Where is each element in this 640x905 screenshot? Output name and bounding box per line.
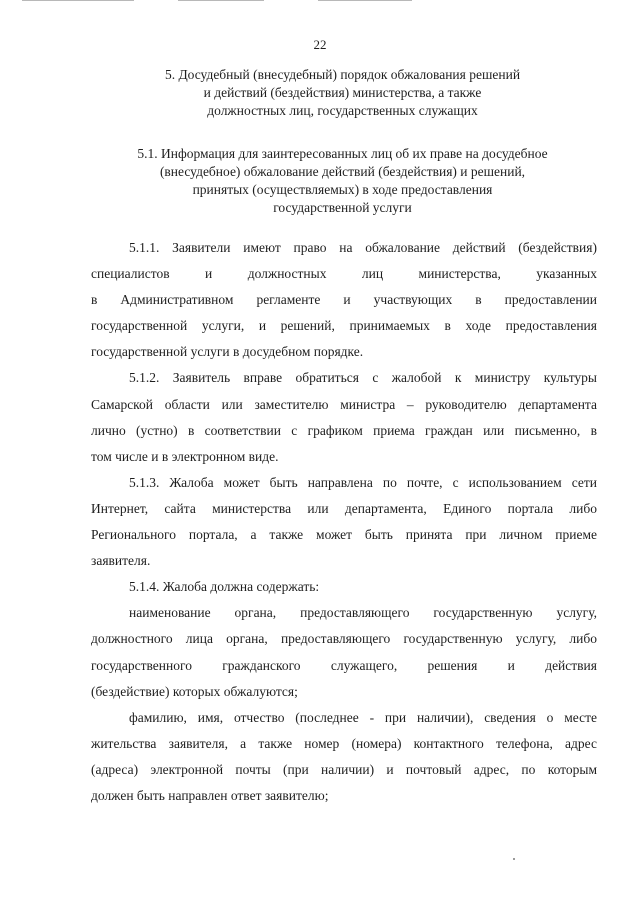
top-edge-mark xyxy=(22,0,134,1)
section-heading xyxy=(90,66,595,120)
paragraph-line: 5.1.2. Заявитель вправе обратиться с жалобой к министру культуры xyxy=(129,370,597,386)
subsection-heading-line: государственной услуги xyxy=(273,200,412,215)
paragraph-line: том числе и в электронном виде. xyxy=(91,448,279,464)
subsection-heading-line: принятых (осуществляемых) в ходе предоставления xyxy=(192,182,493,197)
paragraph-line: государственной услуги в досудебном порядке. xyxy=(91,344,364,360)
paragraph-line: Интернет, сайта министерства или департамента, Единого портала либо xyxy=(91,500,597,516)
subsection-heading xyxy=(90,145,595,217)
body-text xyxy=(91,235,597,809)
paragraph-line: (адреса) электронной почты (при наличии) и почтовый адрес, по которым xyxy=(91,761,597,777)
top-edge-mark xyxy=(178,0,264,1)
paragraph-line: наименование органа, предоставляющего государственную услугу, xyxy=(129,605,597,621)
paragraph-line: должен быть направлен ответ заявителю; xyxy=(91,787,329,803)
scan-speck xyxy=(513,858,515,860)
section-heading-line: 5. Досудебный (внесудебный) порядок обжалования решений xyxy=(164,67,521,82)
page-number: 22 xyxy=(313,37,327,52)
paragraph-line: 5.1.4. Жалоба должна содержать: xyxy=(129,579,320,595)
paragraph-line: фамилию, имя, отчество (последнее - при наличии), сведения о месте xyxy=(129,709,597,725)
section-heading-line: и действий (бездействия) министерства, а также xyxy=(203,85,482,100)
paragraph-line: (бездействие) которых обжалуются; xyxy=(91,683,298,699)
paragraph-line: государственного гражданского служащего, решения и действия xyxy=(91,657,597,673)
paragraph-line: государственной услуги, и решений, принимаемых в ходе предоставления xyxy=(91,318,597,334)
subsection-heading-line: 5.1. Информация для заинтересованных лиц об их праве на досудебное xyxy=(137,146,548,161)
paragraph-line: Самарской области или заместителю министра – руководителю департамента xyxy=(91,396,597,412)
paragraph-line: лично (устно) в соответствии с графиком приема граждан или письменно, в xyxy=(91,422,597,438)
top-edge-mark xyxy=(318,0,412,1)
paragraph-line: специалистов и должностных лиц министерства, указанных xyxy=(91,266,597,282)
paragraph-line: 5.1.3. Жалоба может быть направлена по почте, с использованием сети xyxy=(129,474,597,490)
paragraph-line: должностного лица органа, предоставляющего государственную услугу, либо xyxy=(91,631,597,647)
subsection-heading-line: (внесудебное) обжалование действий (бездействия) и решений, xyxy=(159,164,526,179)
paragraph-line: заявителя. xyxy=(91,553,151,569)
section-heading-line: должностных лиц, государственных служащих xyxy=(207,103,478,118)
paragraph-line: в Административном регламенте и участвующих в предоставлении xyxy=(91,292,597,308)
paragraph-line: 5.1.1. Заявители имеют право на обжалование действий (бездействия) xyxy=(129,240,597,255)
paragraph-line: Регионального портала, а также может быть принята при личном приеме xyxy=(91,527,597,543)
paragraph-line: жительства заявителя, а также номер (номера) контактного телефона, адрес xyxy=(91,735,597,751)
